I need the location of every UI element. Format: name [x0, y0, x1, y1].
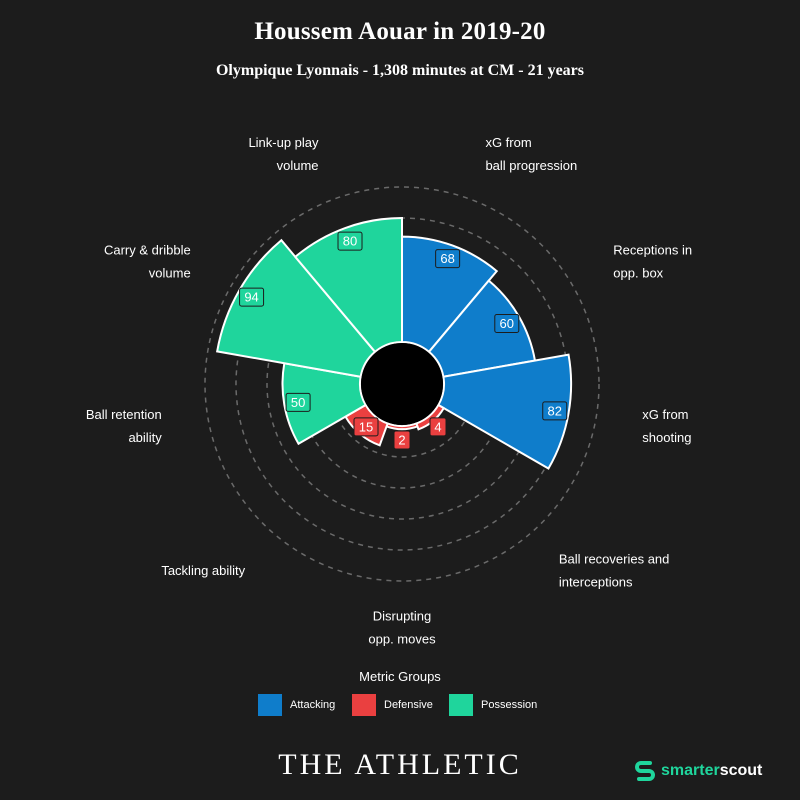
legend-item-attacking: [258, 694, 335, 716]
category-label-line: Disrupting: [372, 608, 432, 624]
value-text: 60: [499, 316, 515, 331]
category-label-line: Ball retention: [85, 406, 162, 422]
value-text: 94: [244, 289, 259, 305]
category-label-7: [86, 407, 162, 445]
value-text: 68: [440, 251, 455, 267]
category-label-2: [613, 243, 692, 281]
value-label-5: [394, 431, 410, 449]
value-label-1: [436, 250, 460, 268]
value-label-2: [495, 315, 519, 333]
value-text: 15: [358, 419, 374, 435]
category-label-line: Tackling ability: [161, 562, 246, 578]
legend-swatch-defensive: [352, 694, 376, 716]
legend-item-possession: [449, 694, 537, 716]
smarterscout-logo-icon: [633, 759, 657, 783]
center-hole: [361, 343, 443, 425]
category-label-line: Link-up play: [248, 135, 319, 151]
value-label-3: [543, 402, 567, 420]
category-label-line: Ball recoveries and: [558, 551, 670, 567]
legend-label-possession: Possession: [481, 699, 538, 711]
legend-swatch-attacking: [258, 694, 282, 716]
value-text: 50: [290, 394, 306, 410]
category-label-1: [485, 135, 577, 173]
smarterscout-logo-part1: smarter: [661, 762, 720, 779]
category-label-line: ball progression: [485, 158, 578, 174]
legend-title: Metric Groups: [359, 669, 441, 684]
category-label-6: [161, 563, 245, 578]
category-label-line: xG from: [485, 135, 532, 151]
category-label-line: volume: [276, 158, 319, 174]
smarterscout-logo: [633, 758, 762, 784]
legend-label-defensive: Defensive: [384, 699, 433, 711]
value-label-8: [240, 288, 264, 306]
value-label-9: [338, 232, 362, 250]
smarterscout-logo-part2: scout: [719, 762, 763, 779]
value-text: 82: [547, 403, 562, 419]
value-label-7: [286, 393, 310, 411]
category-label-line: Receptions in: [613, 242, 693, 258]
category-label-line: volume: [148, 265, 191, 281]
value-label-4: [430, 418, 446, 436]
value-text: 2: [398, 432, 406, 448]
category-label-line: opp. moves: [368, 631, 436, 647]
category-label-5: [368, 609, 436, 647]
legend-item-defensive: [352, 694, 433, 716]
category-label-3: [642, 407, 691, 445]
the-athletic-logo: THE ATHLETIC: [278, 748, 522, 781]
bars: [217, 218, 571, 469]
chart-subtitle: Olympique Lyonnais - 1,308 minutes at CM - 21 years: [215, 62, 584, 79]
category-label-line: xG from: [642, 406, 689, 422]
category-label-8: [104, 243, 191, 281]
value-text: 4: [434, 419, 442, 435]
legend-swatch-possession: [449, 694, 473, 716]
category-label-line: ability: [128, 429, 162, 445]
category-label-4: [559, 551, 670, 589]
chart-title: Houssem Aouar in 2019-20: [254, 18, 546, 45]
category-label-line: Carry & dribble: [103, 242, 191, 258]
value-label-6: [354, 418, 378, 436]
category-label-9: [248, 135, 319, 173]
category-label-line: opp. box: [613, 265, 664, 281]
value-text: 80: [342, 233, 358, 249]
category-label-line: interceptions: [558, 574, 633, 590]
legend-label-attacking: Attacking: [290, 699, 336, 711]
category-label-line: shooting: [642, 429, 692, 445]
